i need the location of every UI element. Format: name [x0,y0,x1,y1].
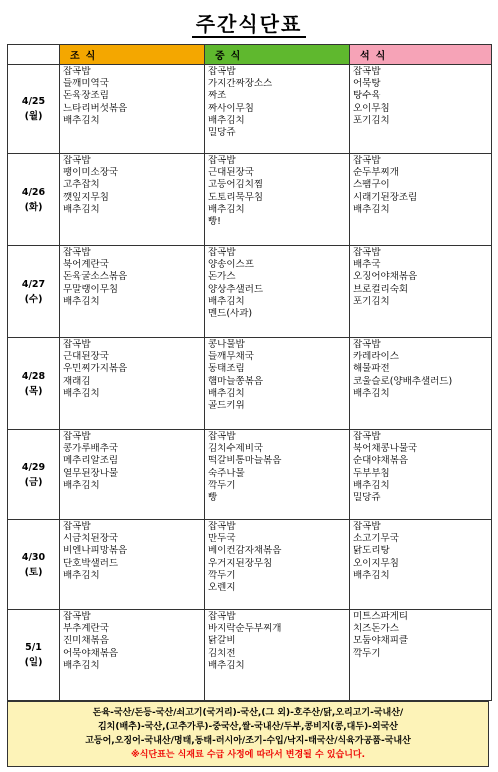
menu-item: 배추김치 [63,295,100,307]
menu-item: 잡곡밥 [63,66,91,77]
dinner-cell [350,338,492,430]
menu-item: 바지락순두부찌개 [208,623,282,635]
menu-item: 배추김치 [208,659,245,671]
dinner-cell [350,520,492,610]
breakfast-cell [60,610,205,701]
menu-item: 빵 [208,492,218,504]
menu-item: 잡곡밥 [63,155,91,166]
day-row [8,520,492,610]
header-breakfast: 조식 [60,45,205,65]
menu-item: 깍두기 [208,479,236,491]
day-row [8,246,492,338]
menu-item: 동태조림 [208,363,245,375]
menu-item: 깍두기 [208,569,236,581]
menu-item: 도토리묵무침 [208,191,264,203]
menu-item: 잡곡밥 [208,247,236,258]
lunch-cell [205,430,350,520]
day-weekday: (일) [24,657,43,668]
dinner-cell [350,430,492,520]
day-weekday: (금) [24,476,43,488]
menu-item: 돈가스 [208,271,236,283]
origin-line-3: 고등어,오징어-국내산/명태,동태-러시아/조기-수입/낙지-태국산/식육가공품-국내산 [85,736,411,746]
menu-item: 들깨미역국 [63,78,109,90]
day-date: 4/28 [21,370,46,382]
origin-line-2: 김치(배추)-국산,(고추가루)-중국산,쌀-국내산/두부,콩비지(콩,대두)-외국산 [97,722,399,732]
lunch-cell [205,520,350,610]
dinner-cell [350,246,492,338]
menu-item: 느타리버섯볶음 [63,102,128,114]
menu-item: 밀당쥬 [208,127,236,139]
menu-item: 멘드(사과) [208,308,253,320]
menu-item: 배추김치 [208,387,245,399]
day-row [8,430,492,520]
menu-item: 열무된장나물 [63,467,119,479]
menu-item: 북어채콩나물국 [353,443,418,455]
menu-item: 들깨무채국 [208,351,254,363]
day-weekday: (수) [24,293,43,305]
menu-item: 돈육장조림 [63,90,109,102]
breakfast-cell [60,65,205,154]
breakfast-cell [60,338,205,430]
menu-item: 코울슬로(양배추샐러드) [353,375,453,387]
title-text: 주간식단표 [192,12,307,38]
menu-item: 잡곡밥 [63,431,91,442]
day-date: 4/25 [21,96,46,107]
menu-item: 포기김치 [353,295,390,307]
menu-item: 어묵탕 [353,78,381,90]
menu-item: 배추김치 [208,295,245,307]
menu-item: 잡곡밥 [63,247,91,258]
dinner-cell [350,65,492,154]
menu-item: 배추김치 [353,569,390,581]
menu-item: 숙주나물 [208,467,245,479]
menu-item: 깻잎지무침 [63,191,109,203]
menu-item: 배추김치 [63,659,100,671]
menu-item: 어묵야채볶음 [63,647,119,659]
menu-item: 잡곡밥 [208,431,236,442]
lunch-cell [205,65,350,154]
menu-item: 무말랭이무침 [63,283,119,295]
menu-item: 닭갈비 [208,635,236,647]
menu-item: 스팸구이 [353,179,390,191]
menu-item: 두부부침 [353,467,390,479]
menu-item: 양상추샐러드 [208,283,264,295]
header-corner [8,45,60,65]
menu-item: 치즈돈가스 [353,623,399,635]
menu-item: 햄마늘쫑볶음 [208,375,264,387]
menu-item: 가지간짜장소스 [208,78,273,90]
menu-item: 밀당쥬 [353,492,381,504]
menu-item: 김치수제비국 [208,443,264,455]
day-date: 4/29 [21,461,46,473]
menu-item: 포기김치 [353,114,390,126]
menu-item: 오이지무침 [353,557,399,569]
change-notice: ※식단표는 식재료 수급 사정에 따라서 변경될 수 있습니다. [130,750,366,760]
menu-item: 오이무침 [353,102,390,114]
lunch-cell [205,154,350,246]
header-row [8,45,492,65]
menu-item: 순두부찌개 [353,167,399,179]
menu-item: 배추김치 [208,203,245,215]
menu-item: 단호박샐러드 [63,557,119,569]
menu-item: 잡곡밥 [208,521,236,532]
menu-item: 소고기무국 [353,533,399,545]
day-date: 5/1 [25,642,42,653]
menu-item: 탕수육 [353,90,381,102]
menu-item: 잡곡밥 [208,155,236,166]
menu-item: 잡곡밥 [208,66,236,77]
menu-item: 잡곡밥 [353,66,381,77]
menu-item: 콩가루배추국 [63,443,119,455]
menu-item: 돈육굴소스볶음 [63,271,128,283]
day-label [8,246,60,338]
menu-item: 콩나물밥 [208,339,245,350]
day-date: 4/27 [21,278,46,290]
menu-item: 배추김치 [353,479,390,491]
menu-item: 근대된장국 [208,167,254,179]
lunch-cell [205,338,350,430]
day-weekday: (목) [24,385,43,397]
menu-item: 메추리알조림 [63,455,119,467]
menu-item: 고추잡치 [63,179,100,191]
menu-item: 배추국 [353,259,381,271]
menu-item: 짜조 [208,90,227,102]
origin-line-1: 돈육-국산/돈등-국산/쇠고기(국거리)-국산,(그 외)-호주산/닭,오리고기-국내산/ [92,708,404,718]
menu-item: 깍두기 [353,647,381,659]
day-row [8,610,492,701]
header-dinner: 석식 [350,45,492,65]
menu-item: 배추김치 [63,203,100,215]
breakfast-cell [60,430,205,520]
menu-item: 고등어김치찜 [208,179,264,191]
menu-item: 재래김 [63,375,91,387]
day-date: 4/30 [21,551,46,563]
day-weekday: (토) [24,566,43,578]
menu-item: 떡갈비통마늘볶음 [208,455,282,467]
menu-item: 잡곡밥 [208,611,236,622]
breakfast-cell [60,246,205,338]
menu-item: 팽이미소장국 [63,167,119,179]
menu-item: 시금치된장국 [63,533,119,545]
breakfast-cell [60,154,205,246]
menu-item: 잡곡밥 [63,611,91,622]
menu-item: 양송이스프 [208,259,254,271]
menu-item: 베이컨감자채볶음 [208,545,282,557]
menu-item: 잡곡밥 [353,339,381,350]
menu-item: 시래기된장조림 [353,191,418,203]
lunch-cell [205,610,350,701]
menu-item: 오징어야채볶음 [353,271,418,283]
day-label [8,338,60,430]
origin-info-footer [7,701,489,767]
day-date: 4/26 [21,186,46,198]
menu-item: 배추김치 [63,114,100,126]
menu-item: 배추김치 [63,479,100,491]
day-label [8,610,60,701]
menu-item: 잡곡밥 [353,155,381,166]
day-weekday: (화) [24,201,43,213]
day-row [8,154,492,246]
menu-item: 우민찌가지볶음 [63,363,128,375]
menu-item: 빵! [208,216,221,228]
menu-item: 해물파전 [353,363,390,375]
menu-item: 진미채볶음 [63,635,109,647]
day-row [8,65,492,154]
header-lunch: 중식 [205,45,350,65]
menu-item: 배추김치 [63,387,100,399]
day-row [8,338,492,430]
menu-item: 골드키위 [208,400,245,412]
menu-item: 닭도리탕 [353,545,390,557]
day-label [8,65,60,154]
day-label [8,520,60,610]
menu-item: 부추계란국 [63,623,109,635]
menu-item: 우거지된장무침 [208,557,273,569]
menu-item: 배추김치 [208,114,245,126]
menu-item: 오렌지 [208,582,236,594]
menu-item: 잡곡밥 [353,431,381,442]
weekly-menu-table [7,44,492,701]
day-label [8,430,60,520]
menu-item: 만두국 [208,533,236,545]
dinner-cell [350,154,492,246]
dinner-cell [350,610,492,701]
page-title [0,8,498,37]
day-weekday: (월) [24,111,43,122]
lunch-cell [205,246,350,338]
menu-item: 근대된장국 [63,351,109,363]
breakfast-cell [60,520,205,610]
menu-item: 배추김치 [353,203,390,215]
menu-item: 순대야채볶음 [353,455,409,467]
menu-item: 잡곡밥 [353,521,381,532]
menu-item: 짜사이무침 [208,102,254,114]
menu-item: 배추김치 [63,569,100,581]
menu-item: 잡곡밥 [353,247,381,258]
menu-item: 배추김치 [353,387,390,399]
menu-item: 북어계란국 [63,259,109,271]
menu-item: 잡곡밥 [63,521,91,532]
menu-item: 김치전 [208,647,236,659]
menu-item: 카레라이스 [353,351,399,363]
menu-item: 비엔나피망볶음 [63,545,128,557]
day-label [8,154,60,246]
menu-item: 잡곡밥 [63,339,91,350]
menu-item: 모둠야채피클 [353,635,409,647]
menu-item: 미트스파게티 [353,611,409,622]
menu-item: 브로컬리숙회 [353,283,409,295]
